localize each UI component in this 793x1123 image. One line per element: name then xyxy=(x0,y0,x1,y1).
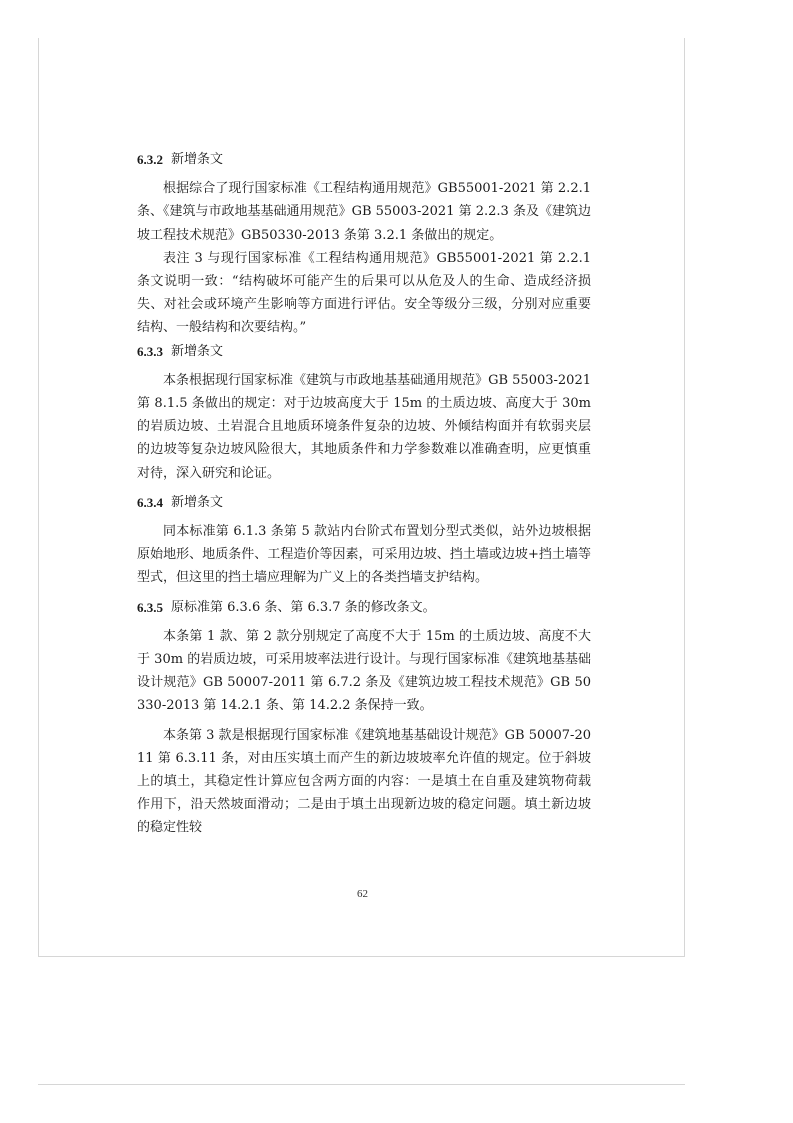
section-heading-6-3-2 xyxy=(137,148,591,171)
page-border-right xyxy=(684,38,685,956)
paragraph: 本条第 1 款、第 2 款分别规定了高度不大于 15m 的土质边坡、高度不大于 30m 的岩质边坡，可采用坡率法进行设计。与现行国家标准《建筑地基基础设计规范》GB 50007-2011 第 6.7.2 条及《建筑边坡工程技术规范》GB 50330-2013 第 14.2.1 条、第 14.2.2 条保持一致。 xyxy=(137,628,591,714)
section-heading-6-3-5 xyxy=(137,596,591,619)
paragraph: 表注 3 与现行国家标准《工程结构通用规范》GB55001-2021 第 2.2.1 条文说明一致：“结构破坏可能产生的后果可以从危及人的生命、造成经济损失、对社会或环境产生影响等方面进行评估。安全等级分三级，分别对应重要结构、一般结构和次要结构。” xyxy=(137,250,591,336)
document-body xyxy=(137,148,591,840)
paragraph: 根据综合了现行国家标准《工程结构通用规范》GB55001-2021 第 2.2.1 条、《建筑与市政地基基础通用规范》GB 55003-2021 第 2.2.3 条及《建筑边坡工程技术规范》GB50330-2013 条第 3.2.1 条做出的规定。 xyxy=(137,181,591,243)
section-heading-6-3-4 xyxy=(137,491,591,514)
paragraph: 同本标准第 6.1.3 条第 5 款站内台阶式布置划分型式类似，站外边坡根据原始地形、地质条件、工程造价等因素，可采用边坡、挡土墙或边坡+挡土墙等型式，但这里的挡土墙应理解为广义上的各类挡墙支护结构。 xyxy=(137,524,591,586)
section-number: 6.3.5 xyxy=(137,599,163,615)
section-heading-6-3-3 xyxy=(137,340,591,363)
section-number: 6.3.4 xyxy=(137,494,163,510)
section-title: 新增条文 xyxy=(171,343,224,359)
section-number: 6.3.2 xyxy=(137,152,163,167)
page-border-left xyxy=(38,38,39,956)
page-number: 62 xyxy=(357,888,368,900)
next-page-border xyxy=(38,1084,685,1085)
section-number: 6.3.3 xyxy=(137,343,163,359)
paragraph: 本条第 3 款是根据现行国家标准《建筑地基基础设计规范》GB 50007-2011 第 6.3.11 条，对由压实填土而产生的新边坡坡率允许值的规定。位于斜坡上的填土，其稳定性计算应包含两方面的内容：一是填土在自重及建筑物荷载作用下，沿天然坡面滑动；二是由于填土出现新边坡的稳定问题。填土新边坡的稳定性较 xyxy=(137,727,591,836)
page-border-bottom xyxy=(38,956,685,957)
section-title: 原标准第 6.3.6 条、第 6.3.7 条的修改条文。 xyxy=(171,599,436,615)
section-title: 新增条文 xyxy=(171,494,224,510)
section-title: 新增条文 xyxy=(171,152,224,167)
paragraph: 本条根据现行国家标准《建筑与市政地基基础通用规范》GB 55003-2021 第 8.1.5 条做出的规定：对于边坡高度大于 15m 的土质边坡、高度大于 30m 的岩质边坡、土岩混合且地质环境条件复杂的边坡、外倾结构面并有软弱夹层的边坡等复杂边坡风险很大，其地质条件和力学参数难以准确查明，应更慎重对待，深入研究和论证。 xyxy=(137,372,591,481)
